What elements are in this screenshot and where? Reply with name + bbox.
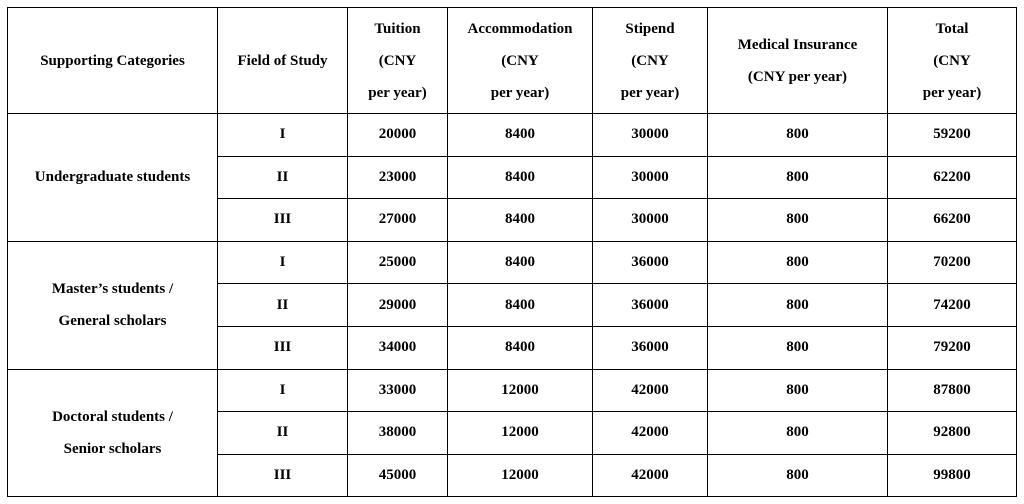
category-undergraduate <box>8 114 218 242</box>
scholarship-table <box>7 7 1017 497</box>
total-cell: 59200 <box>888 114 1017 157</box>
stipend-cell: 42000 <box>593 454 708 497</box>
total-cell: 74200 <box>888 284 1017 327</box>
header-total-line: (CNY <box>933 52 971 69</box>
header-medical-insurance <box>708 8 888 114</box>
category-label-line: Master’s students / <box>51 281 174 298</box>
total-cell: 99800 <box>888 454 1017 497</box>
header-total <box>888 8 1017 114</box>
header-total-line: Total <box>935 20 969 37</box>
category-label-line: Doctoral students / <box>52 408 173 425</box>
field-cell: II <box>218 412 348 455</box>
tuition-cell: 25000 <box>348 241 448 284</box>
field-cell: III <box>218 326 348 369</box>
medical-cell: 800 <box>708 369 888 412</box>
header-accommodation-line: (CNY <box>501 52 539 69</box>
scholarship-table-wrapper <box>7 7 1017 497</box>
stipend-cell: 36000 <box>593 326 708 369</box>
table-header <box>8 8 1017 114</box>
header-accommodation-line: per year) <box>490 84 550 101</box>
medical-cell: 800 <box>708 241 888 284</box>
tuition-cell: 38000 <box>348 412 448 455</box>
total-cell: 70200 <box>888 241 1017 284</box>
tuition-cell: 34000 <box>348 326 448 369</box>
stipend-cell: 42000 <box>593 369 708 412</box>
total-cell: 62200 <box>888 156 1017 199</box>
stipend-cell: 30000 <box>593 156 708 199</box>
tuition-cell: 20000 <box>348 114 448 157</box>
header-total-line: per year) <box>922 84 982 101</box>
tuition-cell: 27000 <box>348 199 448 242</box>
header-medical-line: (CNY per year) <box>747 68 848 85</box>
header-tuition-line: per year) <box>368 84 427 101</box>
header-stipend-line: (CNY <box>631 52 669 69</box>
field-cell: I <box>218 369 348 412</box>
header-accommodation <box>448 8 593 114</box>
total-cell: 92800 <box>888 412 1017 455</box>
table-row <box>8 114 1017 157</box>
medical-cell: 800 <box>708 412 888 455</box>
header-accommodation-line: Accommodation <box>467 20 573 37</box>
accommodation-cell: 8400 <box>448 326 593 369</box>
medical-cell: 800 <box>708 284 888 327</box>
accommodation-cell: 12000 <box>448 412 593 455</box>
field-cell: II <box>218 156 348 199</box>
accommodation-cell: 8400 <box>448 284 593 327</box>
header-field-of-study: Field of Study <box>218 8 348 114</box>
field-cell: II <box>218 284 348 327</box>
accommodation-cell: 12000 <box>448 454 593 497</box>
medical-cell: 800 <box>708 114 888 157</box>
medical-cell: 800 <box>708 199 888 242</box>
accommodation-cell: 8400 <box>448 241 593 284</box>
header-row <box>8 8 1017 114</box>
field-cell: I <box>218 241 348 284</box>
tuition-cell: 29000 <box>348 284 448 327</box>
category-label-line: General scholars <box>58 313 167 330</box>
medical-cell: 800 <box>708 156 888 199</box>
field-cell: III <box>218 199 348 242</box>
category-doctoral <box>8 369 218 497</box>
category-masters <box>8 241 218 369</box>
table-body <box>8 114 1017 497</box>
accommodation-cell: 8400 <box>448 156 593 199</box>
tuition-cell: 23000 <box>348 156 448 199</box>
field-cell: I <box>218 114 348 157</box>
header-tuition <box>348 8 448 114</box>
total-cell: 87800 <box>888 369 1017 412</box>
medical-cell: 800 <box>708 326 888 369</box>
header-stipend-line: per year) <box>620 84 680 101</box>
table-row <box>8 369 1017 412</box>
header-medical-line: Medical Insurance <box>737 36 858 53</box>
total-cell: 79200 <box>888 326 1017 369</box>
category-label-line: Undergraduate students <box>34 169 191 186</box>
medical-cell: 800 <box>708 454 888 497</box>
accommodation-cell: 8400 <box>448 114 593 157</box>
category-label-line: Senior scholars <box>63 440 162 457</box>
header-stipend-line: Stipend <box>625 20 675 37</box>
stipend-cell: 42000 <box>593 412 708 455</box>
total-cell: 66200 <box>888 199 1017 242</box>
header-stipend <box>593 8 708 114</box>
tuition-cell: 45000 <box>348 454 448 497</box>
stipend-cell: 30000 <box>593 114 708 157</box>
stipend-cell: 36000 <box>593 241 708 284</box>
table-row <box>8 241 1017 284</box>
accommodation-cell: 12000 <box>448 369 593 412</box>
accommodation-cell: 8400 <box>448 199 593 242</box>
header-supporting-categories: Supporting Categories <box>8 8 218 114</box>
header-tuition-line: (CNY <box>378 52 417 69</box>
header-tuition-line: Tuition <box>374 20 421 37</box>
field-cell: III <box>218 454 348 497</box>
stipend-cell: 30000 <box>593 199 708 242</box>
stipend-cell: 36000 <box>593 284 708 327</box>
tuition-cell: 33000 <box>348 369 448 412</box>
